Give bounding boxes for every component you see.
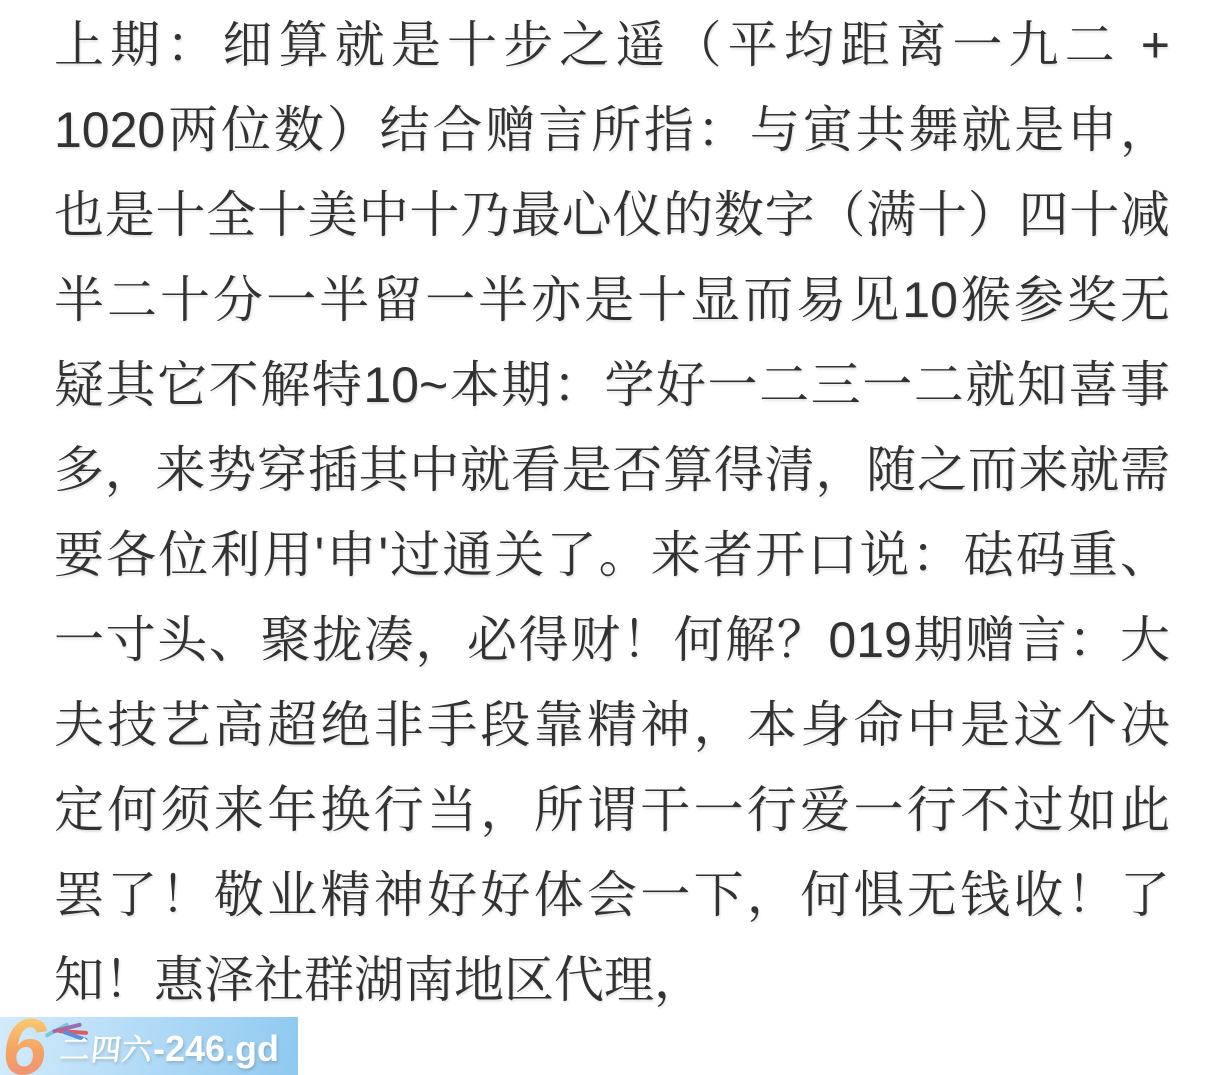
- text-line: 半二十分一半留一半亦是十显而易见10猴参奖无: [54, 272, 1170, 328]
- text-line: 一寸头、聚拢凑，必得财！何解？019期赠言：大: [54, 612, 1170, 668]
- brand-domain: -246.gd: [153, 1028, 280, 1069]
- text-line: 知！惠泽社群湖南地区代理，: [54, 952, 704, 1008]
- text-line: 要各位利用'申'过通关了。来者开口说：砝码重、: [54, 527, 1170, 583]
- text-line: 1020两位数）结合赠言所指：与寅共舞就是申，: [54, 102, 1170, 158]
- text-line: 多，来势穿插其中就看是否算得清，随之而来就需: [54, 442, 1170, 498]
- brand-name-cn: 二四六: [58, 1034, 155, 1067]
- text-line: 夫技艺高超绝非手段靠精神，本身命中是这个决: [54, 697, 1170, 753]
- text-line: 罢了！敬业精神好好体会一下，何惧无钱收！了: [54, 867, 1170, 923]
- logo-six-icon: 6: [2, 1017, 47, 1075]
- text-line: 上期：细算就是十步之遥（平均距离一九二 +: [54, 17, 1170, 73]
- text-line: 也是十全十美中十乃最心仪的数字（满十）四十减: [54, 187, 1170, 243]
- watermark-badge[interactable]: [0, 1017, 298, 1075]
- text-line: 疑其它不解特10~本期：学好一二三一二就知喜事: [54, 357, 1170, 413]
- article-text: [54, 3, 1170, 1023]
- text-line: 定何须来年换行当，所谓干一行爱一行不过如此: [54, 782, 1170, 838]
